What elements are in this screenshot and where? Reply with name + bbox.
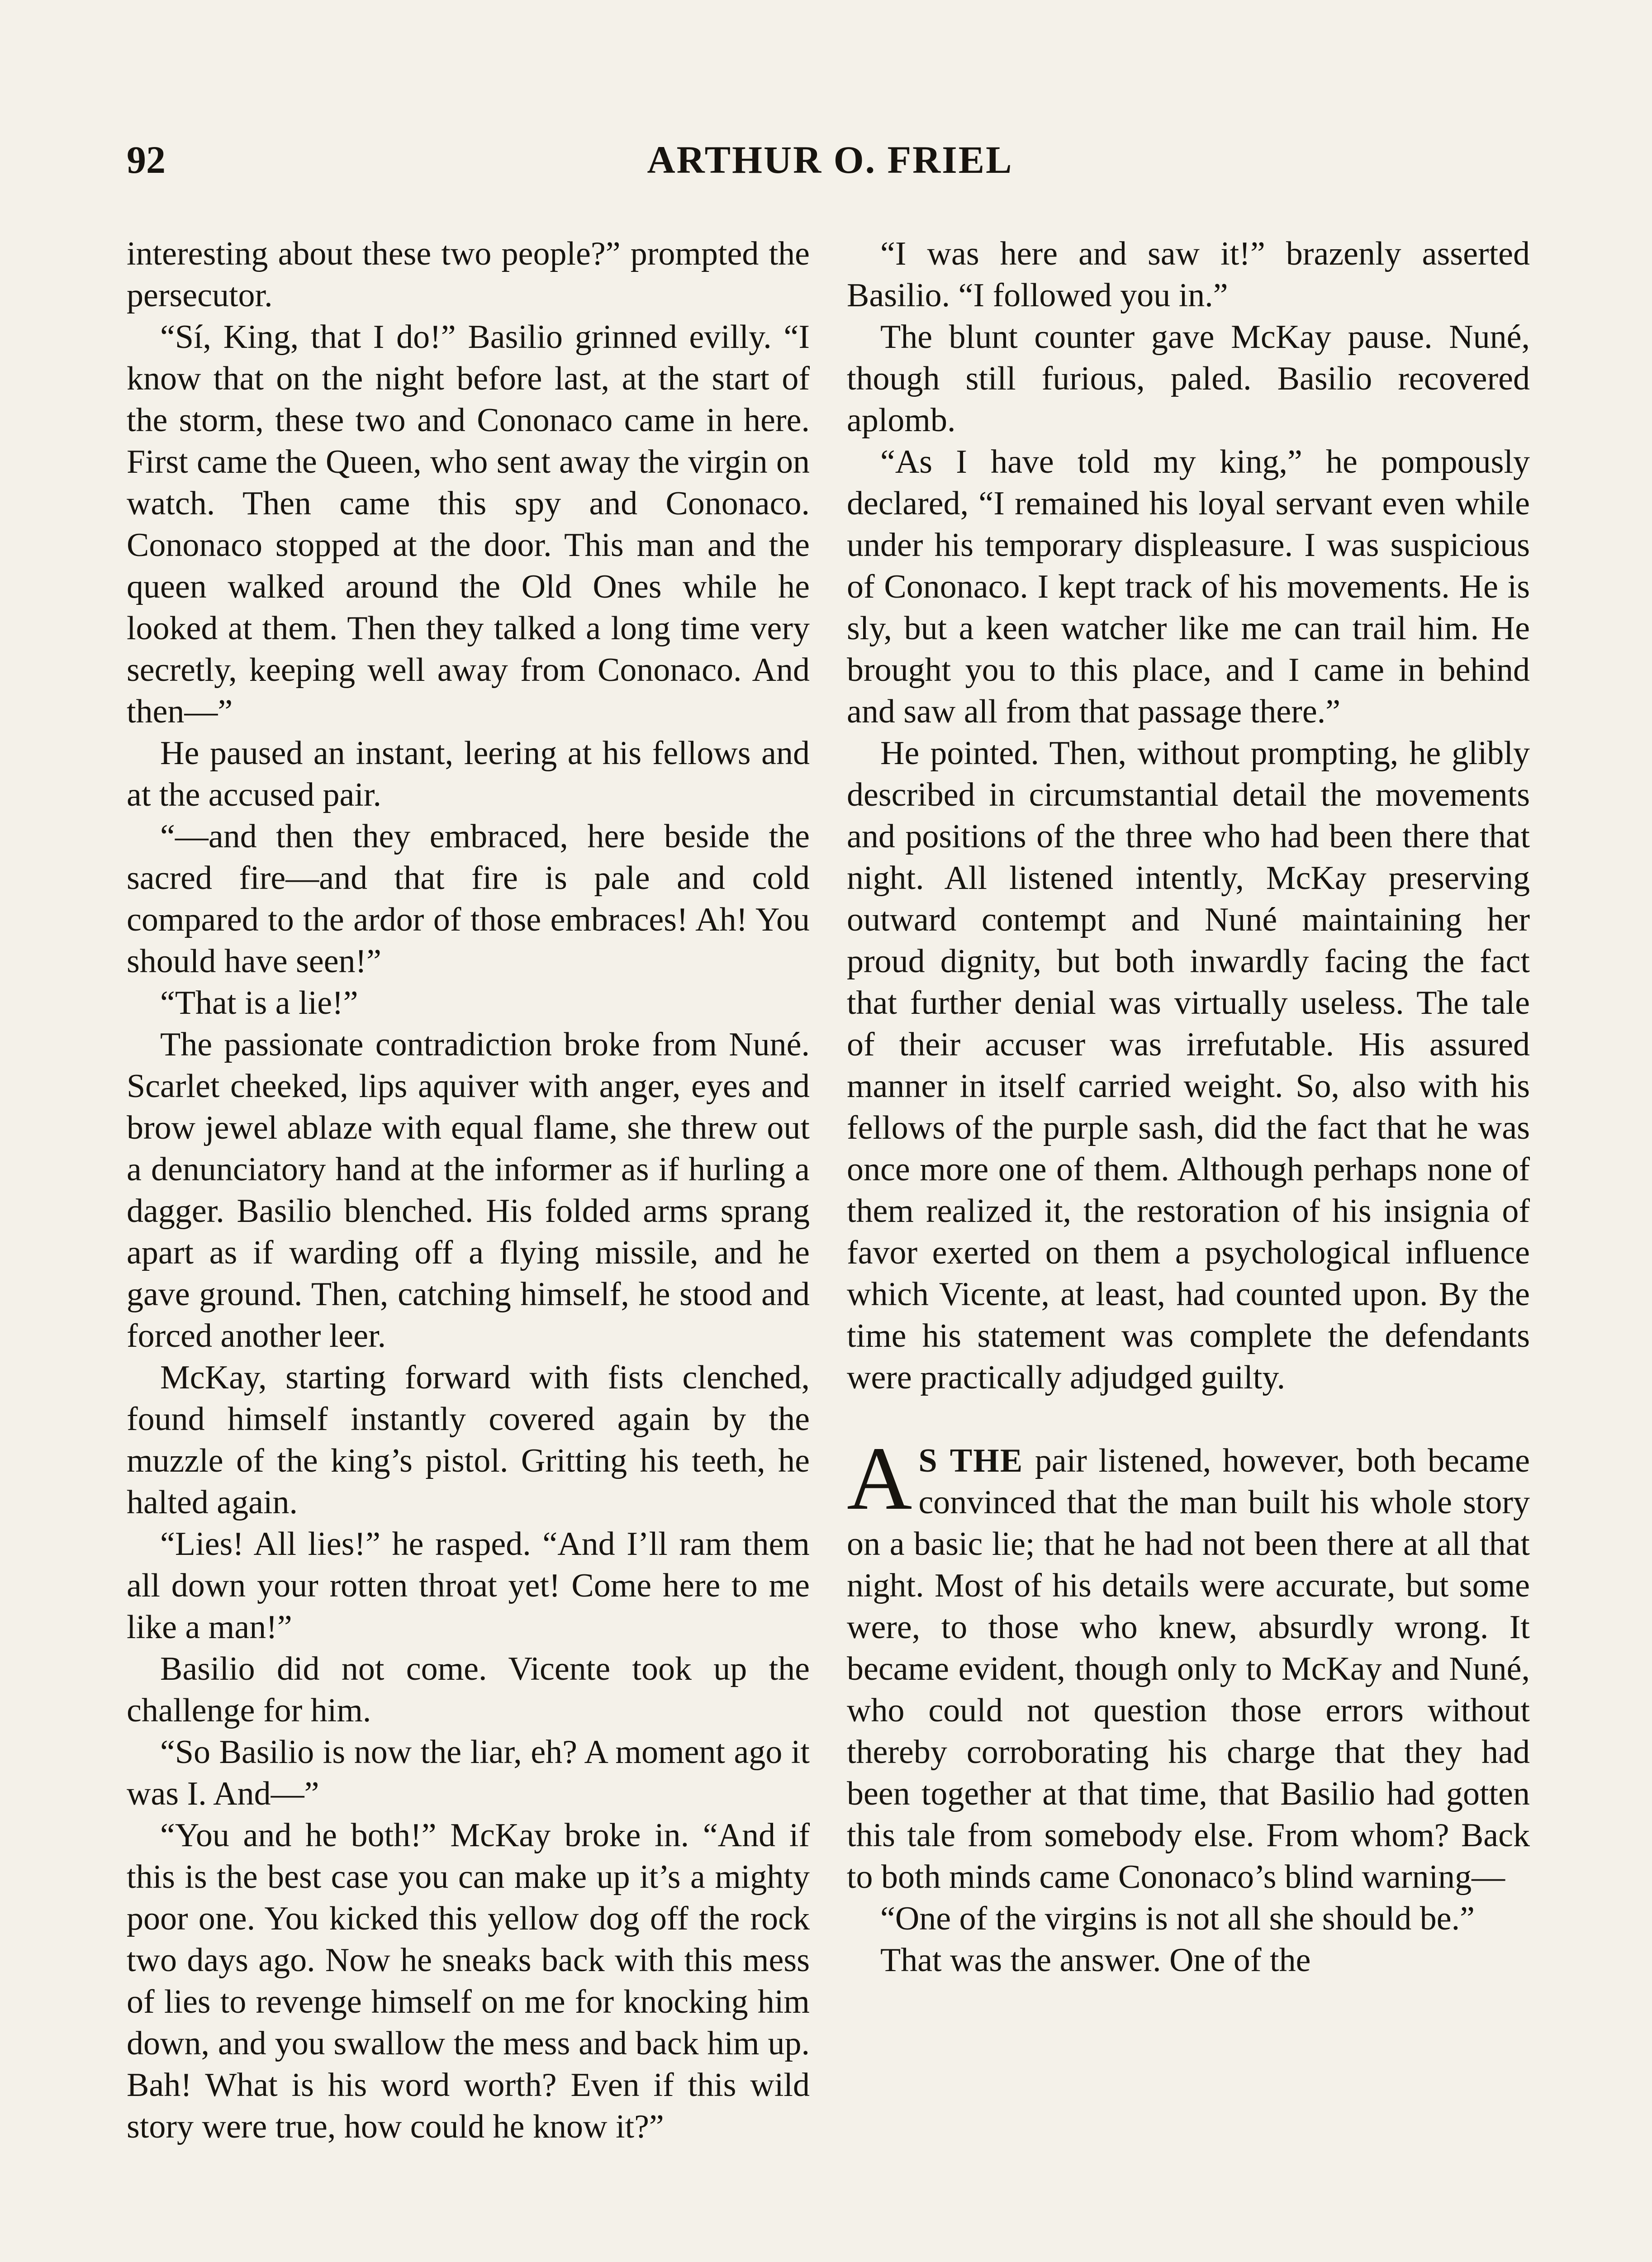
section-opening-paragraph [847,1429,1530,1898]
left-column [127,233,810,2148]
paragraph: He paused an instant, leering at his fellows and at the accused pair. [127,735,810,813]
paragraph: “—and then they embraced, here beside the sacred fire—and that fire is pale and cold compared to the ardor of those embraces! Ah! You should have seen!” [127,818,810,980]
paragraph: Basilio did not come. Vicente took up the challenge for him. [127,1650,810,1729]
paragraph: “You and he both!” McKay broke in. “And if this is the best case you can make up it’s a mighty poor one. You kicked this yellow dog off the rock two days ago. Now he sneaks back with this mess of lies to revenge himself on me for knocking him down, and you swallow the mess and back him up. Bah! What is his word worth? Even if this wild story were true, how could he know it?” [127,1817,810,2145]
page-number: 92 [127,138,166,181]
paragraph: The blunt counter gave McKay pause. Nuné, though still furious, paled. Basilio recovered aplomb. [847,318,1530,439]
lead-in: S THE [918,1442,1024,1479]
paragraph-text: pair listened, however, both became convinced that the man built his whole story on a basic lie; that he had not been there at all that night. Most of his details were accurate, but some were, to those who knew, absurdly wrong. It became evident, though only to McKay and Nuné, who could not question those errors without thereby corroborating his charge that they had been together at that time, that Basilio had gotten this tale from somebody else. From whom? Back to both minds came Cononaco’s blind warning— [847,1442,1530,1896]
paragraph: “Sí, King, that I do!” Basilio grinned evilly. “I know that on the night before last, at the start of the storm, these two and Cononaco came in here. First came the Queen, who sent away the virgin on watch. Then came this spy and Cononaco. Cononaco stopped at the door. This man and the queen walked around the Old Ones while he looked at them. Then they talked a long time very secretly, keeping well away from Cononaco. And then—” [127,318,810,730]
paragraph: That was the answer. One of the [880,1942,1311,1979]
paragraph: interesting about these two people?” prompted the persecutor. [127,235,810,314]
paragraph: “That is a lie!” [160,984,358,1022]
paragraph: He pointed. Then, without prompting, he glibly described in circumstantial detail the movements and positions of the three who had been there that night. All listened intently, McKay preserving outward contempt and Nuné maintaining her proud dignity, but both inwardly facing the fact that further denial was virtually useless. The tale of their accuser was irrefutable. His assured manner in itself carried weight. So, also with his fellows of the purple sash, did the fact that he was once more one of them. Although perhaps none of them realized it, the restoration of his insignia of favor exerted on them a psychological influence which Vicente, at least, had counted upon. By the time his statement was complete the defendants were practically adjudged guilty. [847,735,1530,1396]
running-head: ARTHUR O. FRIEL [647,138,1013,181]
paragraph: The passionate contradiction broke from Nuné. Scarlet cheeked, lips aquiver with anger, eyes and brow jewel ablaze with equal flame, she threw out a denunciatory hand at the informer as if hurling a dagger. Basilio blenched. His folded arms sprang apart as if warding off a flying missile, and he gave ground. Then, catching himself, he stood and forced another leer. [127,1026,810,1354]
right-column [847,233,1530,1981]
paragraph: “So Basilio is now the liar, eh? A moment ago it was I. And—” [127,1734,810,1812]
drop-cap: A [847,1429,912,1529]
paragraph: “I was here and saw it!” brazenly asserted Basilio. “I followed you in.” [847,235,1530,314]
paragraph: “As I have told my king,” he pompously declared, “I remained his loyal servant even while under his temporary displeasure. I was suspicious of Cononaco. I kept track of his movements. He is sly, but a keen watcher like me can trail him. He brought you to this place, and I came in behind and saw all from that passage there.” [847,443,1530,730]
paragraph: “One of the virgins is not all she should be.” [880,1900,1475,1937]
paragraph: McKay, starting forward with fists clenched, found himself instantly covered again by the muzzle of the king’s pistol. Gritting his teeth, he halted again. [127,1359,810,1521]
paragraph: “Lies! All lies!” he rasped. “And I’ll ram them all down your rotten throat yet! Come here to me like a man!” [127,1525,810,1646]
page-header [127,140,1533,204]
